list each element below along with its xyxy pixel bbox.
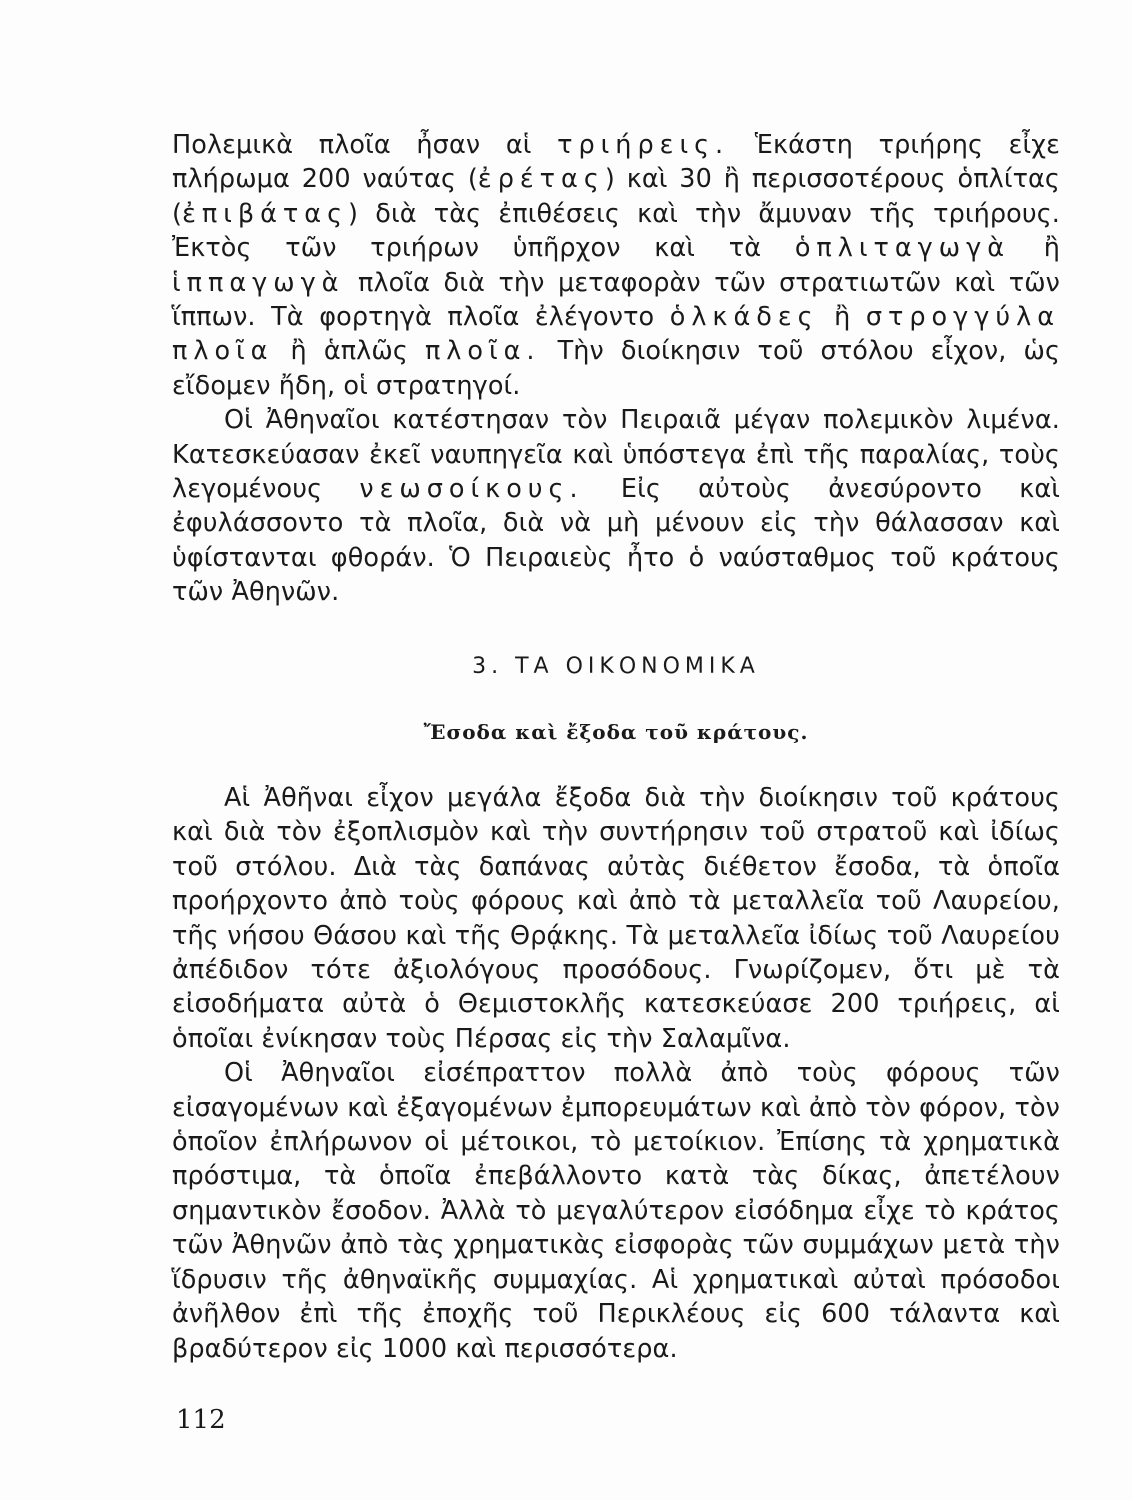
- text-run: ἢ: [1010, 233, 1060, 264]
- text-run: πλοῖα διὰ τὴν μεταφορὰν τῶν στρατιωτῶν καὶ τῶν ἵππων. Τὰ φορτηγὰ πλοῖα ἐλέγοντο: [172, 267, 1060, 333]
- text-run: ἢ: [818, 302, 866, 333]
- spaced-term: νεωσοίκους.: [359, 474, 584, 505]
- text-block-top: [172, 128, 1060, 610]
- spaced-term: ἐπιβάτας: [182, 198, 349, 229]
- text-run: Ἑκάστη τριήρης εἶχε πλήρωμα 200 ναύτας (: [172, 130, 1060, 195]
- text-run: Τὴν διοίκησιν τοῦ στόλου εἶχον, ὡς εἴδομεν ἤδη, οἱ στρατηγοί.: [172, 336, 1061, 401]
- spaced-term: ὁλκάδες: [669, 302, 819, 333]
- spaced-term: ὁπλιταγωγὰ: [794, 233, 1011, 264]
- text-block-bottom: [172, 781, 1060, 1366]
- paragraph-piraeus: [172, 403, 1060, 609]
- section-heading: 3. ΤΑ ΟΙΚΟΝΟΜΙΚΑ: [472, 654, 760, 679]
- subsection-heading: Ἔσοδα καὶ ἔξοδα τοῦ κράτους.: [423, 720, 809, 744]
- paragraph-ships: [172, 128, 1060, 403]
- spaced-term: στρογγύλα πλοῖα: [172, 302, 1060, 367]
- spaced-term: τριήρεις.: [557, 130, 730, 160]
- paragraph-expenses: Αἱ Ἀθῆναι εἶχον μεγάλα ἔξοδα διὰ τὴν διοίκησιν τοῦ κράτους καὶ διὰ τὸν ἐξοπλισμὸν καὶ τὴν συντήρησιν τοῦ στρατοῦ καὶ ἰδίως τοῦ στόλου. Διὰ τὰς δαπάνας αὐτὰς διέθετον ἔσοδα, τὰ ὁποῖα προήρχοντο ἀπὸ τοὺς φόρους καὶ ἀπὸ τὰ μεταλλεῖα τοῦ Λαυρείου, τῆς νήσου Θάσου καὶ τῆς Θρᾴκης. Τὰ μεταλλεῖα ἰδίως τοῦ Λαυρείου ἀπέδιδον τότε ἀξιολόγους προσόδους. Γνωρίζομεν, ὅτι μὲ τὰ εἰσοδήματα αὐτὰ ὁ Θεμιστοκλῆς κατεσκεύασε 200 τριήρεις, αἱ ὁποῖαι ἐνίκησαν τοὺς Πέρσας εἰς τὴν Σαλαμῖνα.: [172, 783, 1060, 1054]
- paragraph-revenues: Οἱ Ἀθηναῖοι εἰσέπραττον πολλὰ ἀπὸ τοὺς φόρους τῶν εἰσαγομένων καὶ ἐξαγομένων ἐμπορευμάτων καὶ ἀπὸ τὸν φόρον, τὸν ὁποῖον ἐπλήρωνον οἱ μέτοικοι, τὸ μετοίκιον. Ἐπίσης τὰ χρηματικὰ πρόστιμα, τὰ ὁποῖα ἐπεβάλλοντο κατὰ τὰς δίκας, ἀπετέλουν σημαντικὸν ἔσοδον. Ἀλλὰ τὸ μεγαλύτερον εἰσόδημα εἶχε τὸ κράτος τῶν Ἀθηνῶν ἀπὸ τὰς χρηματικὰς εἰσφορὰς τῶν συμμάχων μετὰ τὴν ἵδρυσιν τῆς ἀθηναϊκῆς συμμαχίας. Αἱ χρηματικαὶ αὐταὶ πρόσοδοι ἀνῆλθον ἐπὶ τῆς ἐποχῆς τοῦ Περικλέους εἰς 600 τάλαντα καὶ βραδύτερον εἰς 1000 καὶ περισσότερα.: [172, 1058, 1060, 1364]
- text-run: ) καὶ 30 ἢ περισσοτέρους ὁπλίτας (: [172, 164, 1060, 229]
- text-run: ) διὰ τὰς ἐπιθέσεις καὶ τὴν ἄμυναν τῆς τριήρους. Ἐκτὸς τῶν τριήρων ὑπῆρχον καὶ τὰ: [172, 198, 1060, 264]
- spaced-term: ἱππαγωγὰ: [172, 267, 345, 298]
- spaced-term: ἐρέτας: [477, 164, 605, 195]
- text-run: Πολεμικὰ πλοῖα ἦσαν αἱ: [172, 130, 558, 160]
- text-run: Οἱ Ἀθηναῖοι κατέστησαν τὸν Πειραιᾶ μέγαν πολεμικὸν λιμένα. Κατεσκεύασαν ἐκεῖ ναυπηγεῖα καὶ ὑπόστεγα ἐπὶ τῆς παραλίας, τοὺς λεγομένους: [172, 405, 1060, 505]
- spaced-term: πλοῖα.: [424, 336, 541, 367]
- page-number: 112: [176, 1405, 226, 1435]
- text-run: ἢ ἁπλῶς: [273, 336, 425, 367]
- text-run: Εἰς αὐτοὺς ἀνεσύροντο καὶ ἐφυλάσσοντο τὰ πλοῖα, διὰ νὰ μὴ μένουν εἰς τὴν θάλασσαν καὶ ὑφίστανται φθοράν. Ὁ Πειραιεὺς ἦτο ὁ ναύσταθμος τοῦ κράτους τῶν Ἀθηνῶν.: [172, 474, 1060, 608]
